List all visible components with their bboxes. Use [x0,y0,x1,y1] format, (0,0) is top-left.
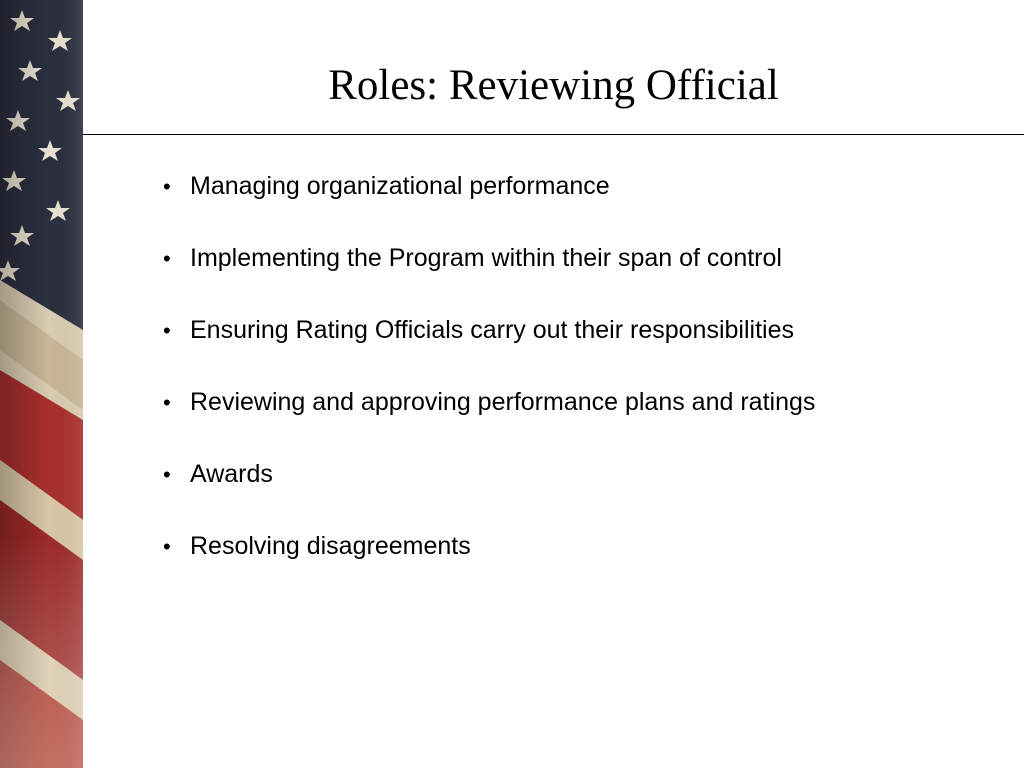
flag-decoration [0,0,83,768]
list-item [163,526,815,566]
bullet-icon: • [163,246,171,271]
bullet-icon: • [163,318,171,343]
american-flag-image [0,0,83,768]
list-item [163,310,815,350]
bullet-text: Implementing the Program within their span of control [190,244,782,272]
list-item [163,166,815,206]
bullet-text: Ensuring Rating Officials carry out their responsibilities [190,316,794,344]
title-divider [83,134,1024,135]
bullet-icon: • [163,534,171,559]
slide-title: Roles: Reviewing Official [328,62,779,109]
list-item [163,238,815,278]
bullet-text: Reviewing and approving performance plans and ratings [190,388,816,416]
bullet-list [163,166,815,598]
bullet-icon: • [163,390,171,415]
bullet-icon: • [163,462,171,487]
list-item [163,454,815,494]
bullet-text: Awards [190,460,273,488]
bullet-icon: • [163,174,171,199]
bullet-text: Resolving disagreements [190,532,471,560]
list-item [163,382,815,422]
bullet-text: Managing organizational performance [190,172,610,200]
